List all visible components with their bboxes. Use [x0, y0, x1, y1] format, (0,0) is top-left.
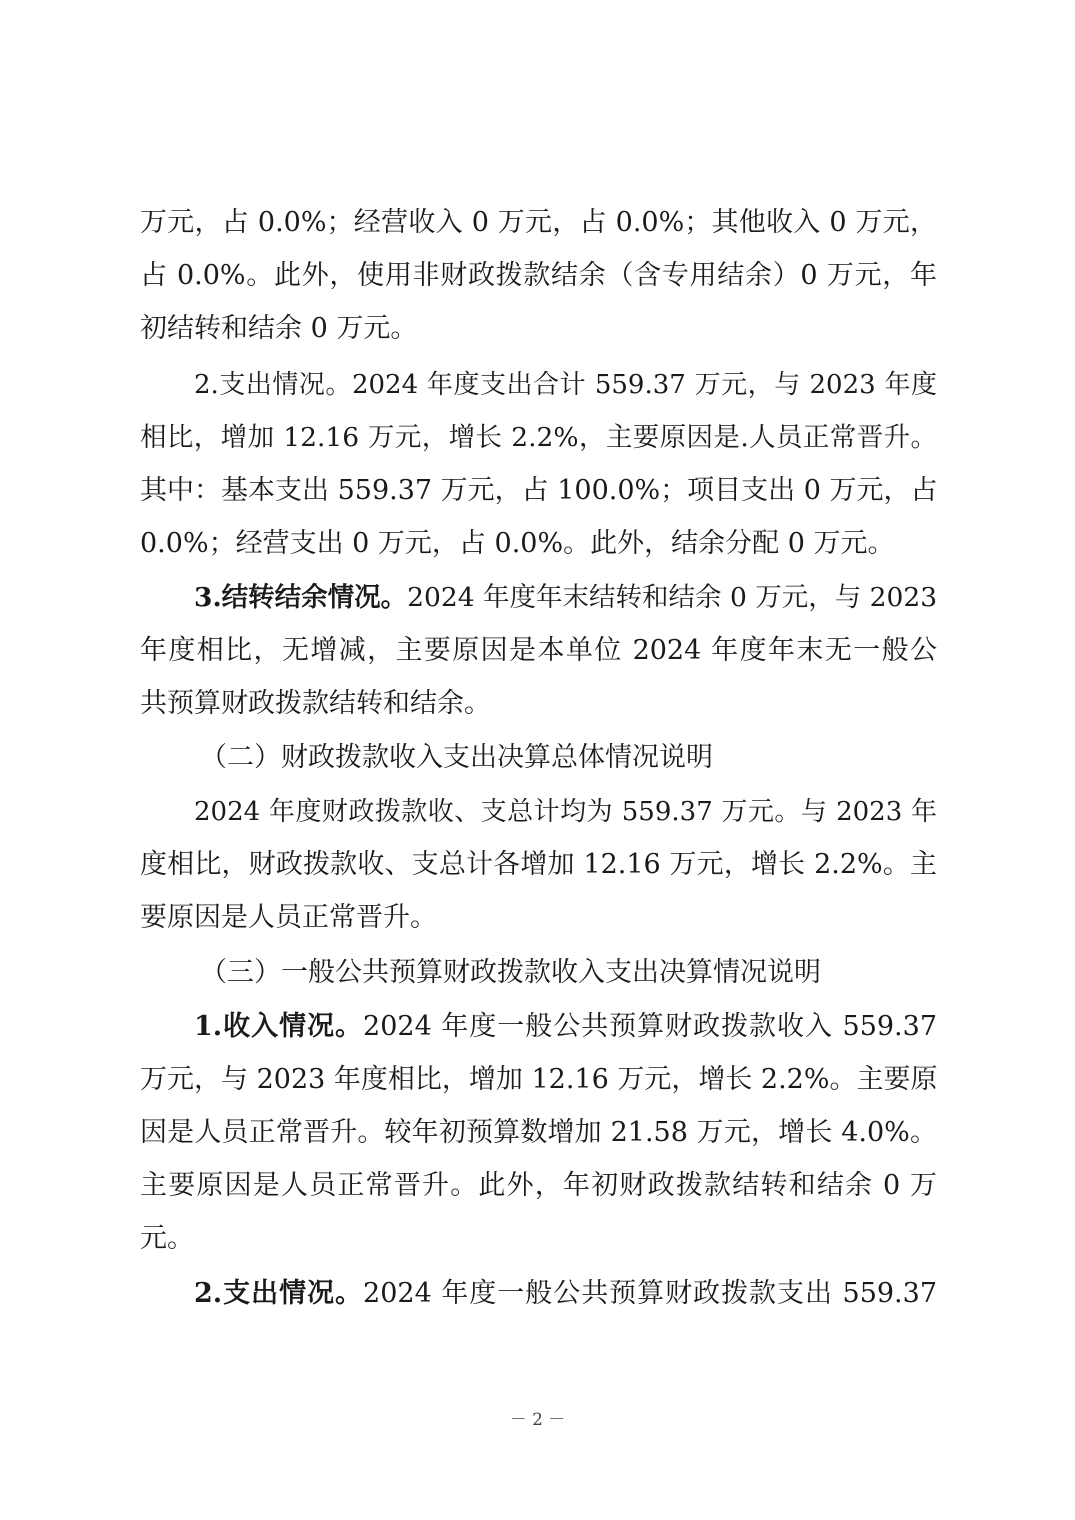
section-heading-2: （二）财政拨款收入支出决算总体情况说明 — [200, 742, 713, 773]
text-line: 万元，占 0.0%；经营收入 0 万元，占 0.0%；其他收入 0 万元， — [140, 207, 937, 238]
paragraph-fiscal-total: 2024 年度财政拨款收、支总计均为 559.37 万元。与 2023 年 — [194, 797, 937, 827]
text-line: 元。 — [140, 1223, 194, 1254]
text-line: 相比，增加 12.16 万元，增长 2.2%，主要原因是.人员正常晋升。 — [140, 422, 937, 453]
text-line: 要原因是人员正常晋升。 — [140, 902, 437, 933]
bold-lead: 3.结转结余情况。 — [194, 582, 408, 613]
text-line: 0.0%；经营支出 0 万元，占 0.0%。此外，结余分配 0 万元。 — [140, 528, 895, 559]
text-line: 万元，与 2023 年度相比，增加 12.16 万元，增长 2.2%。主要原 — [140, 1064, 938, 1095]
text-line: 因是人员正常晋升。较年初预算数增加 21.58 万元，增长 4.0%。 — [140, 1117, 937, 1148]
text-line: 度相比，财政拨款收、支总计各增加 12.16 万元，增长 2.2%。主 — [140, 849, 937, 880]
section-heading-3: （三）一般公共预算财政拨款收入支出决算情况说明 — [200, 957, 821, 988]
paragraph-expenditure-general: 2.支出情况。2024 年度一般公共预算财政拨款支出 559.37 — [194, 1278, 938, 1309]
bold-lead: 2.支出情况。 — [194, 1278, 364, 1309]
text-line: 占 0.0%。此外，使用非财政拨款结余（含专用结余）0 万元，年 — [140, 260, 937, 291]
bold-lead: 1.收入情况。 — [194, 1011, 364, 1042]
text-line: 共预算财政拨款结转和结余。 — [140, 688, 491, 719]
text-line: 主要原因是人员正常晋升。此外，年初财政拨款结转和结余 0 万 — [140, 1170, 937, 1201]
text-line: 其中：基本支出 559.37 万元，占 100.0%；项目支出 0 万元，占 — [140, 475, 938, 506]
paragraph-income: 1.收入情况。2024 年度一般公共预算财政拨款收入 559.37 — [194, 1011, 938, 1042]
page-number: － 2 － — [509, 1410, 566, 1430]
paragraph-carryover: 3.结转结余情况。2024 年度年末结转和结余 0 万元，与 2023 — [194, 582, 938, 613]
paragraph-expenditure: 2.支出情况。2024 年度支出合计 559.37 万元，与 2023 年度 — [194, 370, 937, 400]
text-line: 初结转和结余 0 万元。 — [140, 313, 418, 344]
text-line: 年度相比，无增减，主要原因是本单位 2024 年度年末无一般公 — [140, 635, 937, 666]
